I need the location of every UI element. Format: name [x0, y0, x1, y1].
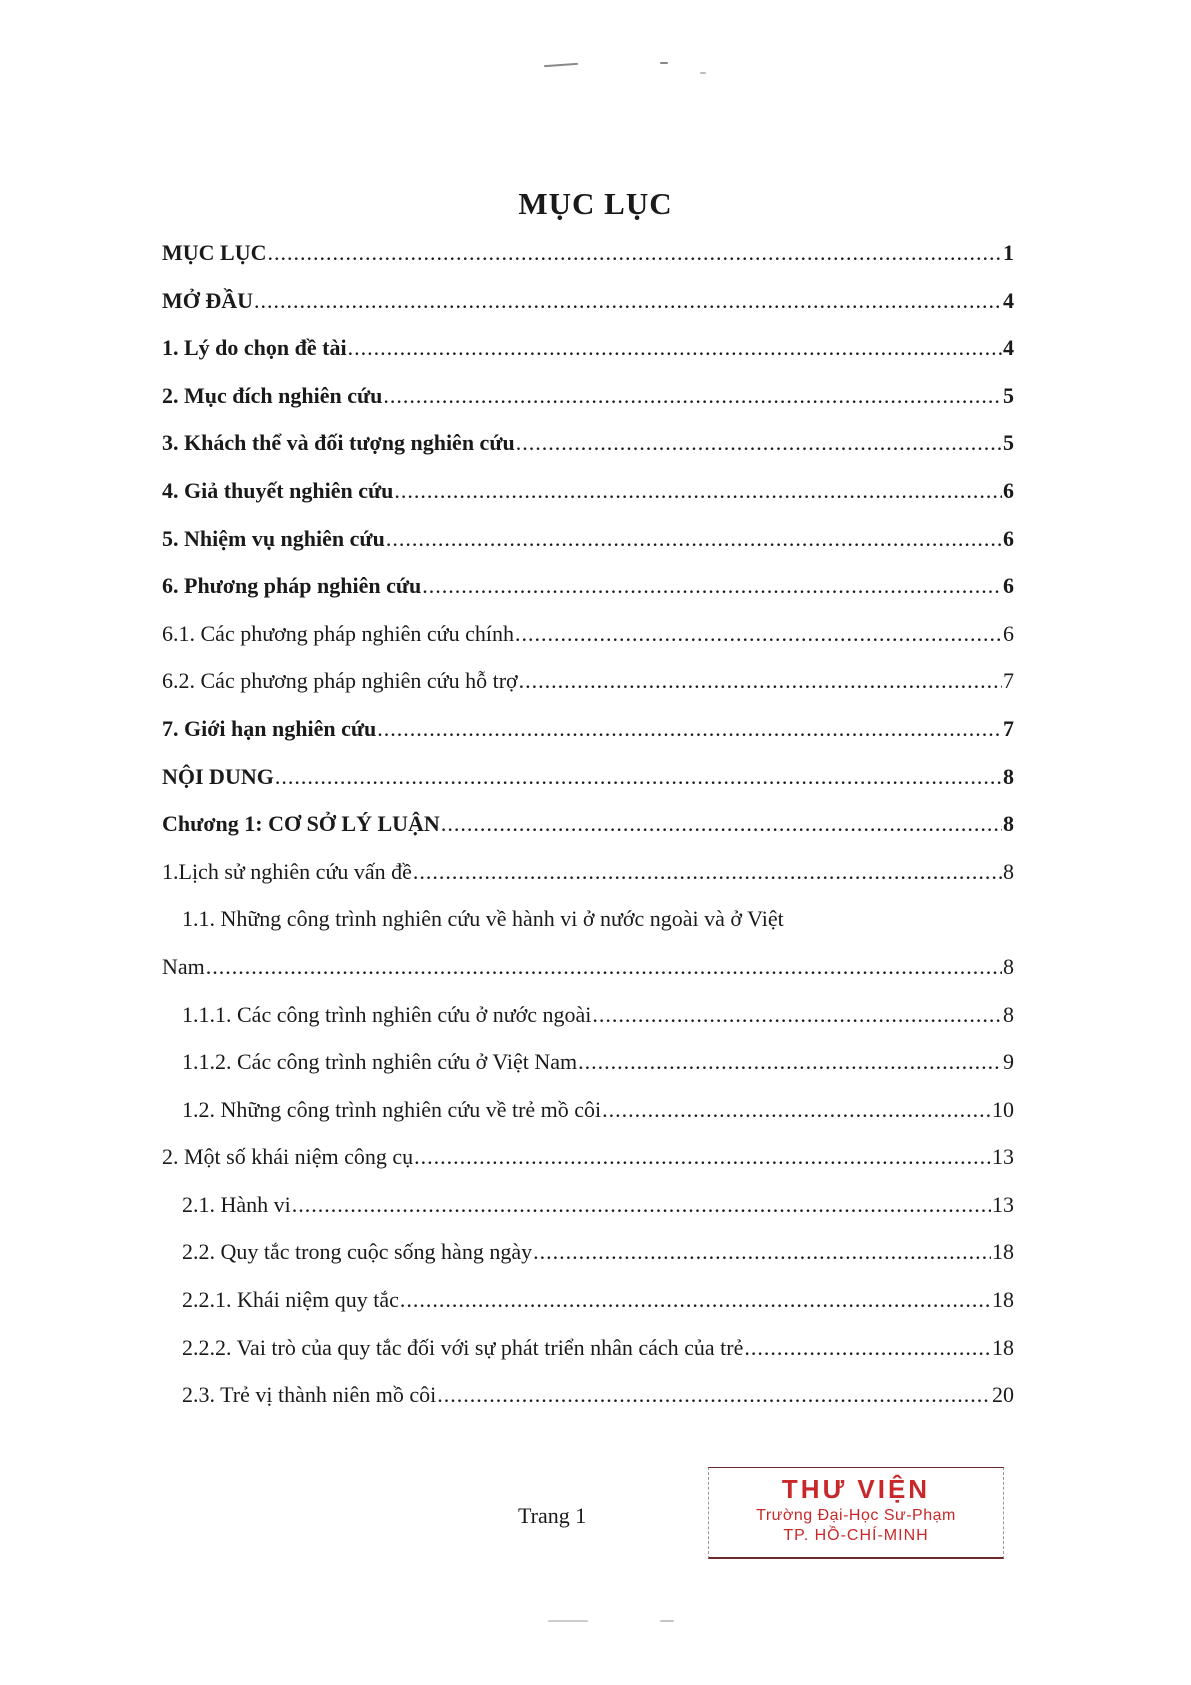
toc-entry-page: 10 — [992, 1096, 1014, 1122]
toc-entry-label: 6. Phương pháp nghiên cứu — [162, 573, 422, 599]
toc-entry-page: 18 — [992, 1287, 1014, 1313]
toc-leader-dots — [254, 288, 1002, 314]
toc-leader-dots — [394, 478, 1002, 504]
toc-leader-dots — [400, 1287, 991, 1313]
toc-leader-dots — [592, 1002, 1002, 1028]
toc-leader-dots — [533, 1239, 991, 1265]
toc-entry-label: 1.2. Những công trình nghiên cứu về trẻ mồ côi — [182, 1096, 602, 1122]
toc-leader-dots — [441, 811, 1002, 837]
toc-entry-page: 13 — [992, 1191, 1014, 1217]
toc-entry-page: 18 — [992, 1239, 1014, 1265]
toc-leader-dots — [386, 526, 1002, 552]
toc-entry-page: 4 — [1003, 335, 1014, 361]
toc-entry — [162, 1097, 1014, 1145]
toc-entry — [162, 764, 1014, 812]
scan-mark-top-right — [700, 72, 706, 74]
toc-entry — [162, 526, 1014, 574]
stamp-title: THƯ VIỆN — [781, 1474, 931, 1504]
toc-entry-label: 3. Khách thể và đối tượng nghiên cứu — [162, 430, 515, 456]
toc-entry — [162, 430, 1014, 478]
page-title: MỤC LỤC — [518, 186, 673, 221]
toc-entry — [162, 288, 1014, 336]
toc-entry-label: MỤC LỤC — [162, 240, 267, 265]
toc-entry-page: 6 — [1003, 525, 1014, 551]
toc-entry — [162, 573, 1014, 621]
library-stamp — [708, 1467, 1004, 1559]
toc-leader-dots — [383, 383, 1002, 409]
scan-mark-bottom-left — [548, 1620, 588, 1622]
toc-leader-dots — [292, 1192, 991, 1218]
scan-mark-top-mid — [660, 62, 668, 64]
toc-entry-page: 8 — [1003, 763, 1014, 789]
toc-leader-dots — [602, 1097, 991, 1123]
toc-entry-label: 5. Nhiệm vụ nghiên cứu — [162, 525, 385, 551]
toc-entry-page: 13 — [992, 1144, 1014, 1170]
stamp-school-name: Trường Đại-Học Sư-Phạm — [756, 1507, 956, 1524]
toc-entry — [162, 1335, 1014, 1383]
toc-entry-page: 5 — [1003, 430, 1014, 456]
toc-entry-label: 6.2. Các phương pháp nghiên cứu hỗ trợ — [162, 668, 518, 694]
toc-entry-page: 5 — [1003, 382, 1014, 408]
toc-entry-label: 2.2. Quy tắc trong cuộc sống hàng ngày — [182, 1239, 533, 1265]
toc-leader-dots — [275, 764, 1002, 790]
toc-entry — [162, 811, 1014, 859]
page-number: Trang 1 — [518, 1503, 587, 1528]
toc-entry-label: NỘI DUNG — [162, 763, 274, 789]
toc-entry-label: 2.3. Trẻ vị thành niên mồ côi — [182, 1382, 437, 1408]
toc-entry-label: 1. Lý do chọn đề tài — [162, 335, 347, 361]
toc-entry-label: 2. Mục đích nghiên cứu — [162, 382, 383, 408]
toc-entry — [162, 716, 1014, 764]
toc-entry — [162, 478, 1014, 526]
toc-leader-dots — [515, 621, 1002, 647]
table-of-contents — [162, 240, 1014, 1430]
toc-entry — [162, 1192, 1014, 1240]
toc-entry — [162, 1002, 1014, 1050]
stamp-city: TP. HỒ-CHÍ-MINH — [783, 1527, 929, 1544]
toc-entry-page: 6 — [1003, 573, 1014, 599]
toc-leader-dots — [437, 1382, 991, 1408]
scan-mark-top-left — [544, 63, 578, 67]
toc-leader-dots — [348, 335, 1002, 361]
toc-leader-dots — [414, 1144, 991, 1170]
toc-entry-page: 18 — [992, 1334, 1014, 1360]
toc-leader-dots — [516, 430, 1002, 456]
toc-entry — [162, 621, 1014, 669]
scan-mark-bottom-right — [660, 1620, 674, 1622]
toc-entry-page: 8 — [1003, 858, 1014, 884]
toc-leader-dots — [519, 668, 1002, 694]
toc-entry-page: 20 — [992, 1382, 1014, 1408]
toc-entry — [162, 954, 1014, 1002]
toc-leader-dots — [413, 859, 1002, 885]
toc-entry — [162, 1144, 1014, 1192]
toc-entry-label: 2.2.2. Vai trò của quy tắc đối với sự phát triển nhân cách của trẻ — [182, 1334, 744, 1360]
toc-leader-dots — [422, 573, 1002, 599]
toc-entry-page: 9 — [1003, 1049, 1014, 1075]
toc-entry-label: MỞ ĐẦU — [162, 287, 254, 313]
toc-entry-page: 8 — [1003, 811, 1014, 837]
toc-entry-label: 2. Một số khái niệm công cụ — [162, 1144, 414, 1170]
toc-entry — [162, 668, 1014, 716]
toc-leader-dots — [578, 1049, 1002, 1075]
toc-entry — [162, 1382, 1014, 1430]
toc-leader-dots — [206, 954, 1002, 980]
toc-leader-dots — [377, 716, 1002, 742]
toc-entry-label: 1.1. Những công trình nghiên cứu về hành vi ở nước ngoài và ở Việt — [182, 906, 784, 932]
toc-entry-label: Chương 1: CƠ SỞ LÝ LUẬN — [162, 811, 440, 837]
toc-entry-page: 7 — [1003, 715, 1014, 741]
toc-entry-label: 1.1.2. Các công trình nghiên cứu ở Việt Nam — [182, 1049, 578, 1075]
toc-entry-label: 6.1. Các phương pháp nghiên cứu chính — [162, 620, 514, 646]
toc-entry — [162, 906, 1014, 954]
toc-leader-dots — [268, 240, 1003, 266]
toc-entry-page: 7 — [1003, 668, 1014, 694]
toc-entry — [162, 859, 1014, 907]
toc-entry-label: 4. Giả thuyết nghiên cứu — [162, 477, 394, 503]
toc-leader-dots — [744, 1335, 991, 1361]
toc-entry-page: 8 — [1003, 1001, 1014, 1027]
toc-entry-label: 2.1. Hành vi — [182, 1191, 291, 1217]
toc-entry — [162, 1049, 1014, 1097]
toc-entry-label: 1.1.1. Các công trình nghiên cứu ở nước ngoài — [182, 1001, 592, 1027]
toc-entry — [162, 1287, 1014, 1335]
toc-entry — [162, 240, 1014, 288]
toc-entry — [162, 335, 1014, 383]
toc-entry-label: 7. Giới hạn nghiên cứu — [162, 715, 377, 741]
toc-entry-page: 4 — [1003, 287, 1014, 313]
toc-entry-label: 2.2.1. Khái niệm quy tắc — [182, 1287, 399, 1313]
toc-entry-label: 1.Lịch sử nghiên cứu vấn đề — [162, 858, 412, 884]
toc-entry-label: Nam — [162, 953, 205, 979]
toc-entry-page: 8 — [1003, 953, 1014, 979]
toc-entry — [162, 383, 1014, 431]
toc-entry-page: 1 — [1003, 240, 1014, 265]
toc-entry-page: 6 — [1003, 477, 1014, 503]
toc-entry — [162, 1239, 1014, 1287]
toc-entry-page: 6 — [1003, 620, 1014, 646]
